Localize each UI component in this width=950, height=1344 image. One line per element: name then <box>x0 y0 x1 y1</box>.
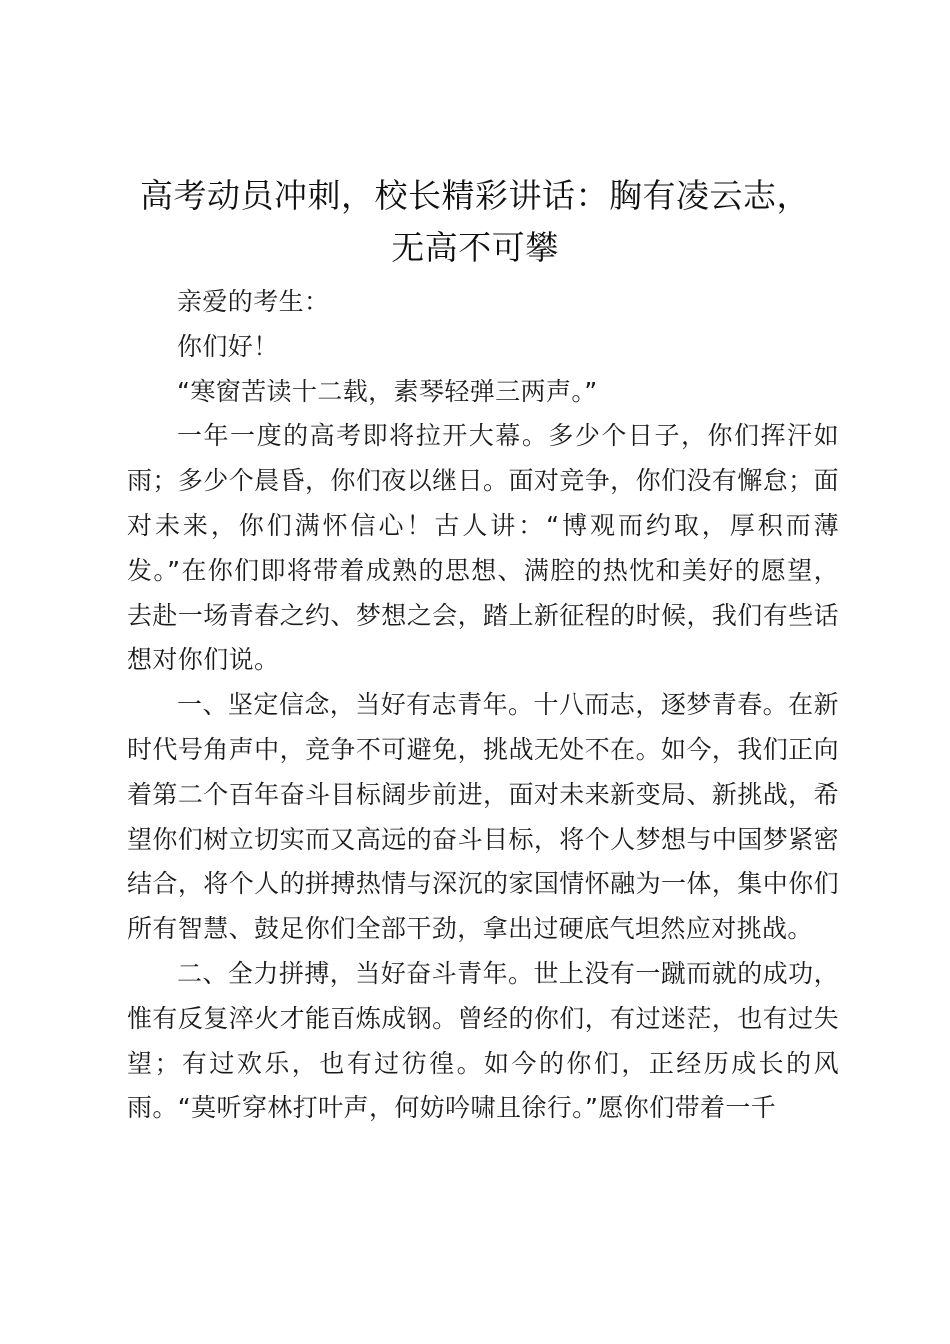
section-one-paragraph: 一、坚定信念，当好有志青年。十八而志，逐梦青春。在新时代号角声中，竞争不可避免，挑战无处不在。如今，我们正向着第二个百年奋斗目标阔步前进，面对未来新变局、新挑战，希望你们树立切实而又高远的奋斗目标，将个人梦想与中国梦紧密结合，将个人的拼搏热情与深沉的家国情怀融为一体，集中你们所有智慧、鼓足你们全部干劲，拿出过硬底气坦然应对挑战。 <box>127 690 839 944</box>
document-body <box>127 280 839 1131</box>
salutation: 亲爱的考生： <box>177 287 330 316</box>
intro-paragraph: 一年一度的高考即将拉开大幕。多少个日子，你们挥汗如雨；多少个晨昏，你们夜以继日。面对竞争，你们没有懈怠；面对未来，你们满怀信心！古人讲：“博观而约取，厚积而薄发。”在你们即将带着成熟的思想、满腔的热忱和美好的愿望，去赴一场青春之约、梦想之会，踏上新征程的时候，我们有些话想对你们说。 <box>127 421 839 675</box>
document-title <box>110 170 840 274</box>
opening-quote: “寒窗苦读十二载，素琴轻弹三两声。” <box>177 376 598 406</box>
section-two-paragraph: 二、全力拼搏，当好奋斗青年。世上没有一蹴而就的成功，惟有反复淬火才能百炼成钢。曾经的你们，有过迷茫，也有过失望；有过欢乐，也有过彷徨。如今的你们，正经历成长的风雨。“莫听穿林打叶声，何妨吟啸且徐行。”愿你们带着一千 <box>127 958 839 1123</box>
greeting: 你们好！ <box>177 331 279 361</box>
title-line-2: 无高不可攀 <box>391 228 559 267</box>
title-line-1: 高考动员冲刺，校长精彩讲话：胸有凌云志， <box>140 176 810 215</box>
